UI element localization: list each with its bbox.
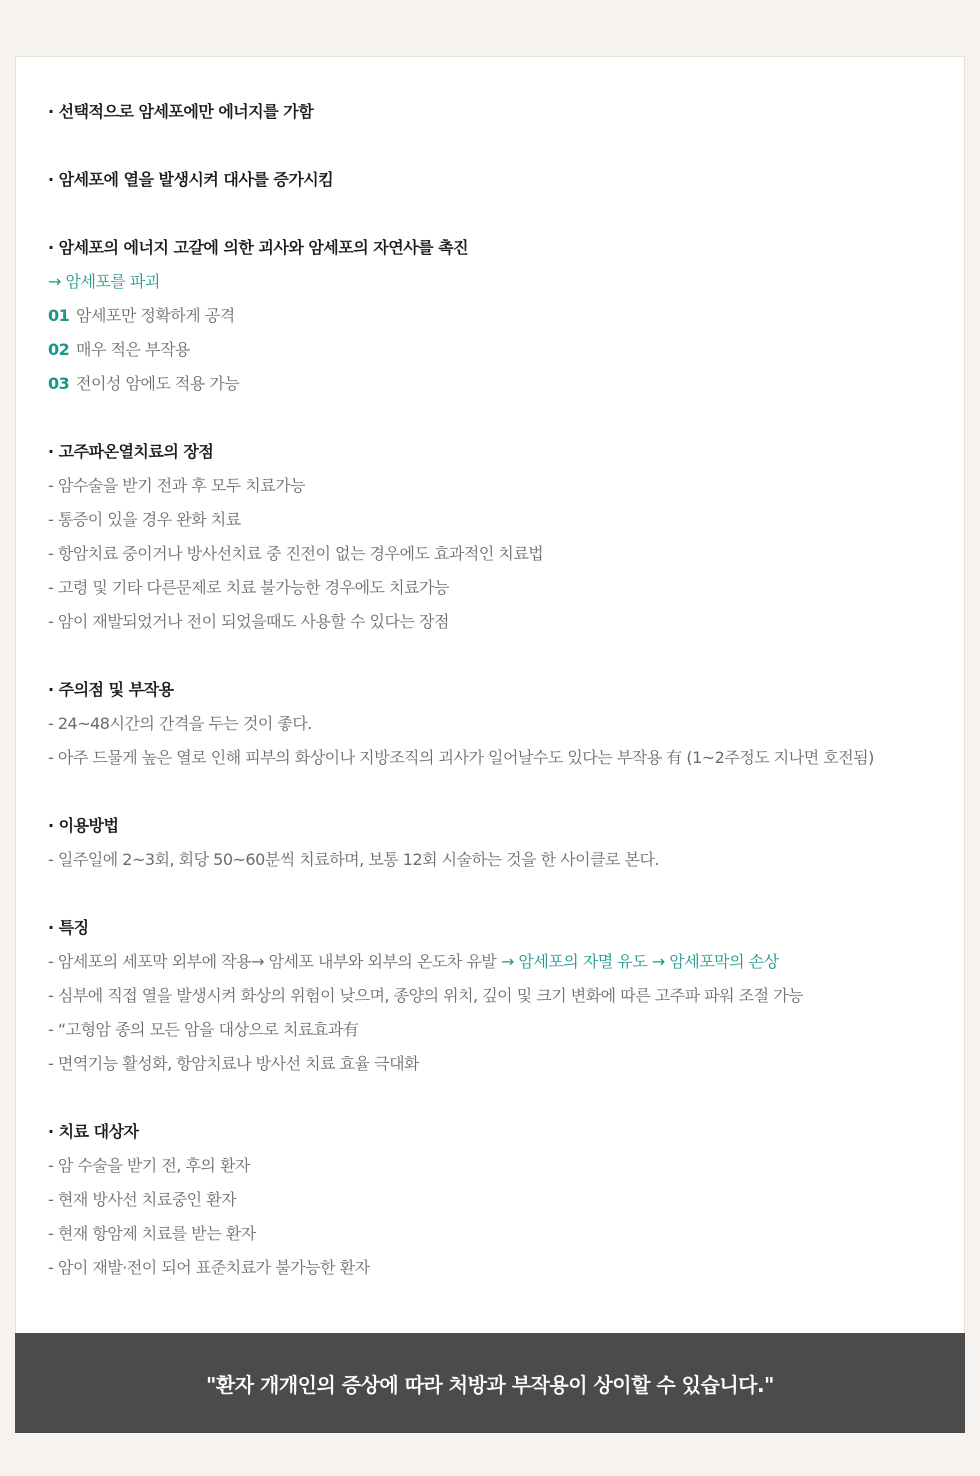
- features-item: - “고형암 종의 모든 암을 대상으로 치료효과有: [48, 1020, 359, 1039]
- features-title: · 특징: [48, 918, 89, 937]
- notice-text: "환자 개개인의 증상에 따라 처방과 부작용이 상이할 수 있습니다.": [206, 1372, 774, 1397]
- mechanism-bullet: · 선택적으로 암세포에만 에너지를 가함: [48, 102, 314, 121]
- targets-item: - 암 수술을 받기 전, 후의 환자: [48, 1156, 250, 1175]
- benefit-text: 암세포만 정확하게 공격: [76, 306, 235, 325]
- usage-title: · 이용방법: [48, 816, 119, 835]
- benefit-point: [48, 299, 938, 333]
- benefit-point: [48, 367, 938, 401]
- benefit-number: 03: [48, 374, 70, 393]
- advantages-item: - 통증이 있을 경우 완화 치료: [48, 510, 241, 529]
- benefit-text: 매우 적은 부작용: [76, 340, 190, 359]
- advantages-item: - 고령 및 기타 다른문제로 치료 불가능한 경우에도 치료가능: [48, 578, 449, 597]
- mechanism-result: → 암세포를 파괴: [48, 272, 160, 291]
- caution-title: · 주의점 및 부작용: [48, 680, 174, 699]
- notice-banner: [15, 1333, 965, 1433]
- features-item: - 심부에 직접 열을 발생시켜 화상의 위험이 낮으며, 종양의 위치, 깊이 및 크기 변화에 따른 고주파 파워 조절 가능: [48, 986, 804, 1005]
- targets-title: · 치료 대상자: [48, 1122, 139, 1141]
- features-item-highlight: → 암세포의 자멸 유도 → 암세포막의 손상: [500, 952, 779, 971]
- mechanism-bullet: · 암세포에 열을 발생시켜 대사를 증가시킴: [48, 170, 334, 189]
- features-item: - 면역기능 활성화, 항암치료나 방사선 치료 효율 극대화: [48, 1054, 419, 1073]
- mechanism-bullet: · 암세포의 에너지 고갈에 의한 괴사와 암세포의 자연사를 촉진: [48, 238, 469, 257]
- advantages-item: - 암수술을 받기 전과 후 모두 치료가능: [48, 476, 306, 495]
- content-body: [48, 95, 938, 1285]
- benefit-number: 02: [48, 340, 70, 359]
- advantages-title: · 고주파온열치료의 장점: [48, 442, 214, 461]
- caution-item: - 아주 드물게 높은 열로 인해 피부의 화상이나 지방조직의 괴사가 일어날수도 있다는 부작용 有 (1~2주정도 지나면 호전됨): [48, 748, 874, 767]
- benefit-number: 01: [48, 306, 70, 325]
- targets-item: - 현재 항암제 치료를 받는 환자: [48, 1224, 256, 1243]
- caution-item: - 24~48시간의 간격을 두는 것이 좋다.: [48, 714, 312, 733]
- features-item-text: - 암세포의 세포막 외부에 작용→ 암세포 내부와 외부의 온도차 유발: [48, 952, 501, 971]
- features-item: [48, 945, 938, 979]
- advantages-item: - 항암치료 중이거나 방사선치료 중 진전이 없는 경우에도 효과적인 치료법: [48, 544, 544, 563]
- usage-item: - 일주일에 2~3회, 회당 50~60분씩 치료하며, 보통 12회 시술하는 것을 한 사이클로 본다.: [48, 850, 660, 869]
- targets-item: - 현재 방사선 치료중인 환자: [48, 1190, 237, 1209]
- content-card: [15, 56, 965, 1334]
- advantages-item: - 암이 재발되었거나 전이 되었을때도 사용할 수 있다는 장점: [48, 612, 449, 631]
- benefit-text: 전이성 암에도 적용 가능: [76, 374, 240, 393]
- targets-item: - 암이 재발·전이 되어 표준치료가 불가능한 환자: [48, 1258, 370, 1277]
- benefit-point: [48, 333, 938, 367]
